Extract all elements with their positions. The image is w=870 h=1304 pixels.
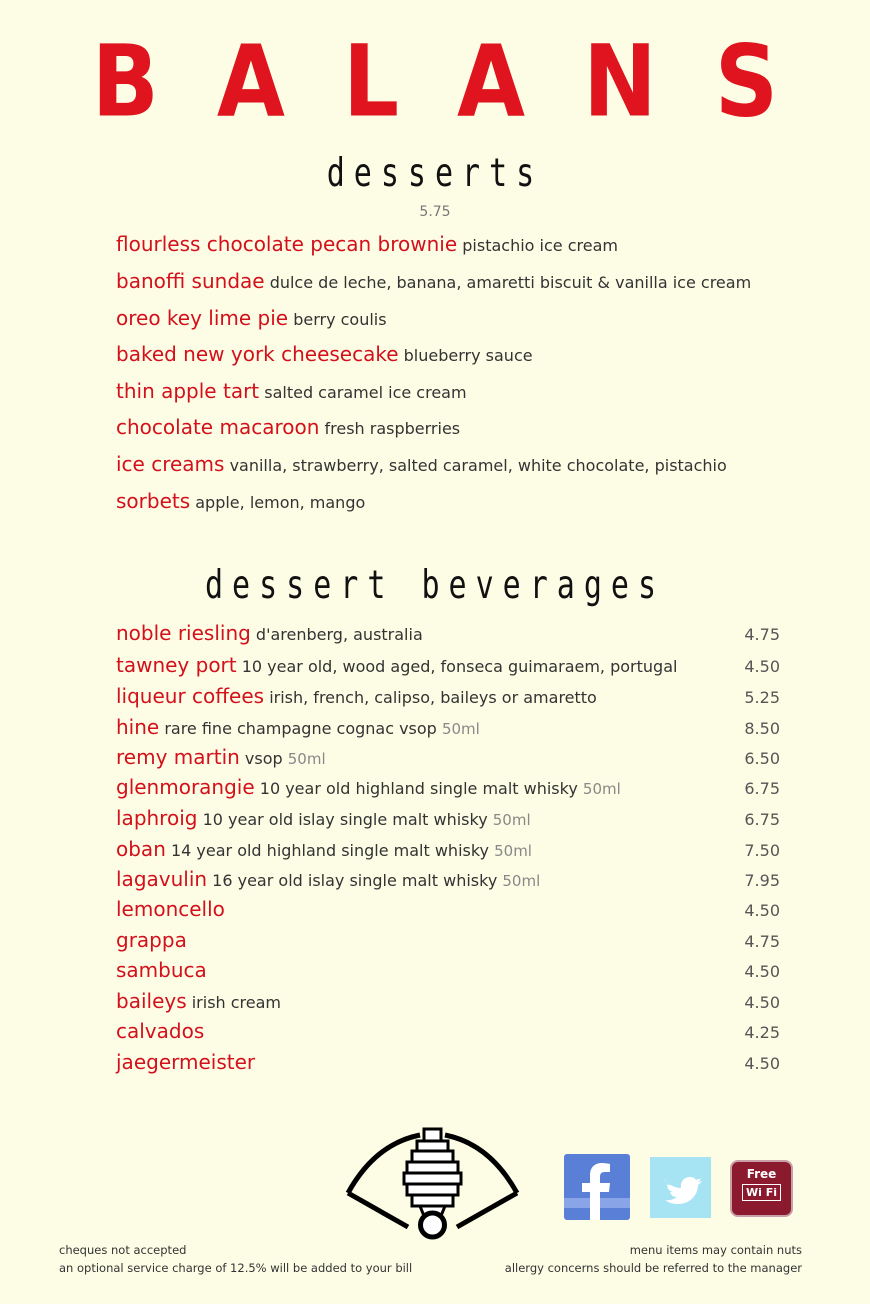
footer-allergy-note: allergy concerns should be referred to the manager — [504, 1261, 802, 1275]
footer-left — [59, 1241, 412, 1277]
beverage-desc: 10 year old highland single malt whisky — [259, 779, 578, 798]
dessert-item — [116, 306, 387, 330]
beverage-desc: 16 year old islay single malt whisky — [212, 871, 498, 890]
dessert-desc: salted caramel ice cream — [264, 383, 467, 402]
desserts-title: desserts — [326, 150, 544, 197]
beverage-name: noble riesling — [116, 621, 251, 645]
footer-cheques-note: cheques not accepted — [59, 1243, 187, 1257]
beverage-price: 6.50 — [744, 749, 780, 768]
beverage-name: remy martin — [116, 745, 240, 769]
beverage-volume: 50ml — [492, 811, 531, 829]
beverage-item — [116, 684, 780, 708]
dessert-desc: berry coulis — [293, 310, 387, 329]
dessert-item — [116, 342, 533, 366]
beverage-price: 4.75 — [744, 932, 780, 951]
beverage-desc: d'arenberg, australia — [255, 625, 423, 644]
beverage-price: 5.25 — [744, 688, 780, 707]
dessert-desc: vanilla, strawberry, salted caramel, white chocolate, pistachio — [229, 456, 727, 475]
footer-service-charge-note: an optional service charge of 12.5% will be added to your bill — [59, 1261, 413, 1275]
beverage-price: 7.50 — [744, 841, 780, 860]
beverage-item — [116, 745, 780, 769]
beverage-item — [116, 897, 780, 921]
dessert-name: thin apple tart — [116, 379, 260, 403]
beverage-name: baileys — [116, 989, 187, 1013]
beverage-desc: irish, french, calipso, baileys or amaretto — [269, 688, 597, 707]
dessert-name: oreo key lime pie — [116, 306, 289, 330]
beverage-price: 6.75 — [744, 779, 780, 798]
dessert-name: baked new york cheesecake — [116, 342, 399, 366]
dessert-item — [116, 415, 460, 439]
fan-pagoda-logo — [345, 1126, 520, 1241]
beverage-volume: 50ml — [502, 872, 541, 890]
beverage-item — [116, 1050, 780, 1074]
beverage-price: 4.75 — [744, 625, 780, 644]
beverage-item — [116, 928, 780, 952]
beverage-name: calvados — [116, 1019, 205, 1043]
facebook-icon[interactable] — [564, 1154, 630, 1220]
dessert-desc: apple, lemon, mango — [195, 493, 366, 512]
dessert-name: flourless chocolate pecan brownie — [116, 232, 458, 256]
wifi-label-bottom: Wi Fi — [742, 1184, 781, 1201]
beverage-name: tawney port — [116, 653, 237, 677]
beverage-name: glenmorangie — [116, 775, 255, 799]
dessert-item — [116, 269, 751, 293]
wifi-label-top: Free — [746, 1167, 777, 1181]
dessert-item — [116, 489, 365, 513]
facebook-glyph-icon — [564, 1154, 630, 1220]
beverage-price: 4.50 — [744, 901, 780, 920]
dessert-desc: blueberry sauce — [403, 346, 533, 365]
dessert-name: ice creams — [116, 452, 225, 476]
beverage-name: jaegermeister — [116, 1050, 256, 1074]
beverage-desc: rare fine champagne cognac vsop — [164, 719, 437, 738]
beverage-price: 8.50 — [744, 719, 780, 738]
beverage-item — [116, 621, 780, 645]
beverage-price: 7.95 — [744, 871, 780, 890]
beverage-item — [116, 958, 780, 982]
beverage-name: liqueur coffees — [116, 684, 265, 708]
beverage-volume: 50ml — [287, 750, 326, 768]
beverage-desc: 14 year old highland single malt whisky — [170, 841, 490, 860]
dessert-desc: pistachio ice cream — [462, 236, 618, 255]
free-wifi-badge — [730, 1160, 793, 1217]
beverage-name: sambuca — [116, 958, 207, 982]
beverage-name: hine — [116, 715, 160, 739]
beverage-item — [116, 806, 780, 830]
beverage-volume: 50ml — [441, 720, 480, 738]
beverage-price: 4.50 — [744, 993, 780, 1012]
twitter-icon[interactable] — [650, 1157, 711, 1218]
dessert-name: sorbets — [116, 489, 191, 513]
beverage-name: laphroig — [116, 806, 198, 830]
beverage-volume: 50ml — [494, 842, 532, 860]
footer-nuts-note: menu items may contain nuts — [629, 1243, 802, 1257]
beverage-price: 4.50 — [744, 962, 780, 981]
beverages-title: dessert beverages — [204, 562, 666, 609]
dessert-name: chocolate macaroon — [116, 415, 320, 439]
dessert-item — [116, 452, 727, 476]
beverage-price: 4.50 — [744, 657, 780, 676]
beverage-name: grappa — [116, 928, 187, 952]
beverage-item — [116, 715, 780, 739]
dessert-desc: fresh raspberries — [324, 419, 461, 438]
beverage-price: 6.75 — [744, 810, 780, 829]
beverage-price: 4.50 — [744, 1054, 780, 1073]
dessert-name: banoffi sundae — [116, 269, 265, 293]
footer-right — [505, 1241, 802, 1277]
dessert-item — [116, 232, 618, 256]
dessert-item — [116, 379, 467, 403]
beverage-item — [116, 837, 780, 861]
beverage-item — [116, 653, 780, 677]
bird-icon — [650, 1157, 711, 1218]
beverage-item — [116, 1019, 780, 1043]
beverage-desc: 10 year old islay single malt whisky — [202, 810, 488, 829]
beverage-name: lemoncello — [116, 897, 225, 921]
beverage-item — [116, 775, 780, 799]
beverage-volume: 50ml — [582, 780, 621, 798]
beverage-desc: irish cream — [191, 993, 282, 1012]
beverage-price: 4.25 — [744, 1023, 780, 1042]
beverage-desc: 10 year old, wood aged, fonseca guimaraem, portugal — [241, 657, 678, 676]
beverage-desc: vsop — [244, 749, 283, 768]
beverage-name: lagavulin — [116, 867, 208, 891]
beverage-name: oban — [116, 837, 166, 861]
brand-title: BALANS — [91, 23, 837, 140]
beverage-item — [116, 867, 780, 891]
beverage-item — [116, 989, 780, 1013]
dessert-desc: dulce de leche, banana, amaretti biscuit & vanilla ice cream — [269, 273, 752, 292]
desserts-price: 5.75 — [419, 204, 451, 220]
